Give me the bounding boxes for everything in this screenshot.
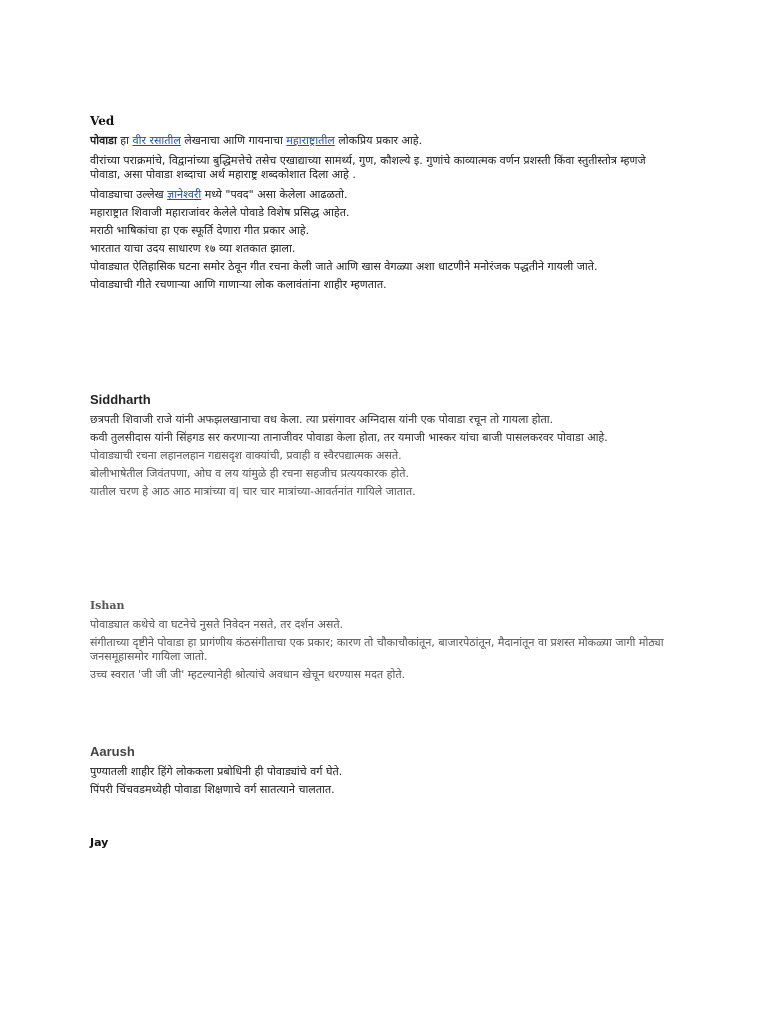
paragraph: पुण्यातली शाहीर हिंगे लोककला प्रबोधिनी ही पोवाड्यांचे वर्ग घेते. xyxy=(90,765,343,778)
paragraph: महाराष्ट्रात शिवाजी महाराजांवर केलेले पोवाडे विशेष प्रसिद्ध आहेत. xyxy=(90,206,350,219)
author-name: Siddharth xyxy=(90,392,151,407)
author-name: Jay xyxy=(90,836,109,849)
paragraph: उच्च स्वरात 'जी जी जी' म्हटल्यानेही श्रोत्यांचे अवधान खेचून धरण्यास मदत होते. xyxy=(90,668,406,681)
section-jay xyxy=(90,836,670,855)
paragraph: पोवाड्यात कथेचे वा घटनेचे नुसते निवेदन नसते, तर दर्शन असते. xyxy=(90,618,344,631)
section-ishan xyxy=(90,599,670,686)
paragraph: पोवाड्याची गीते रचणाऱ्या आणि गाणाऱ्या लोक कलावंतांना शाहीर म्हणतात. xyxy=(90,278,387,291)
author-name: Ved xyxy=(90,114,115,128)
author-name: Aarush xyxy=(90,744,135,759)
paragraph: वीरांच्या पराक्रमांचे, विद्वानांच्या बुद्धिमत्तेचे तसेच एखाद्याच्या सामर्थ्य, गुण, कौशल्ये इ. गुणांचे काव्यात्मक वर्णन प्रशस्ती किंवा स्तुतीस्तोत्र म्हणजे पोवाडा, असा पोवाडा शब्दाचा अर्थ महाराष्ट्र शब्दकोशात दिला आहे . xyxy=(90,154,646,181)
bold-term: पोवाडा xyxy=(90,134,117,147)
paragraph: पोवाडा हा वीर रसातील लेखनाचा आणि गायनाचा महाराष्ट्रातील लोकप्रिय प्रकार आहे. xyxy=(90,134,423,147)
paragraph: यातील चरण हे आठ आठ मात्रांच्या व| चार चार मात्रांच्या-आवर्तनांत गायिले जातात. xyxy=(90,485,416,498)
link-veer-ras[interactable]: वीर रसातील xyxy=(132,134,181,147)
paragraph: पोवाड्यात ऐतिहासिक घटना समोर ठेवून गीत रचना केली जाते आणि खास वेगळ्या अशा धाटणीने मनोरंजक पद्धतीने गायली जाते. xyxy=(90,260,598,273)
section-siddharth xyxy=(90,392,670,503)
section-ved xyxy=(90,114,670,296)
paragraph: संगीताच्या दृष्टीने पोवाडा हा प्रागंणीय कंठसंगीताचा एक प्रकार; कारण तो चौकाचौकांतून, बाजारपेठांतून, मैदानांतून वा प्रशस्त मोकळ्या जागी मोठ्या जनसमूहासमोर गायिला जातो. xyxy=(90,636,664,663)
paragraph: मराठी भाषिकांचा हा एक स्फूर्ति देणारा गीत प्रकार आहे. xyxy=(90,224,310,237)
section-aarush xyxy=(90,744,670,801)
paragraph: पोवाड्याचा उल्लेख ज्ञानेश्वरी मध्ये "पवद" असा केलेला आढळतो. xyxy=(90,188,348,201)
paragraph: पोवाड्याची रचना लहानलहान गद्यसदृश वाक्यांची, प्रवाही व स्वैरपद्यात्मक असते. xyxy=(90,449,402,462)
paragraph: बोलीभाषेतील जिवंतपणा, ओघ व लय यांमुळे ही रचना सहजीच प्रत्ययकारक होते. xyxy=(90,467,410,480)
paragraph: कवी तुलसीदास यांनी सिंहगड सर करणाऱ्या तानाजीवर पोवाडा केला होता, तर यमाजी भास्कर यांचा बाजी पासलकरवर पोवाडा आहे. xyxy=(90,431,608,444)
link-maharashtra[interactable]: महाराष्ट्रातील xyxy=(286,134,335,147)
paragraph: भारतात याचा उदय साधारण १७ व्या शतकात झाला. xyxy=(90,242,296,255)
paragraph: पिंपरी चिंचवडमध्येही पोवाडा शिक्षणाचे वर्ग सातत्याने चालतात. xyxy=(90,783,335,796)
author-name: Ishan xyxy=(90,599,125,612)
paragraph: छत्रपती शिवाजी राजे यांनी अफझलखानाचा वध केला. त्या प्रसंगावर अग्निदास यांनी एक पोवाडा रचून तो गायला होता. xyxy=(90,413,554,426)
link-dnyaneshwari[interactable]: ज्ञानेश्वरी xyxy=(167,188,202,201)
